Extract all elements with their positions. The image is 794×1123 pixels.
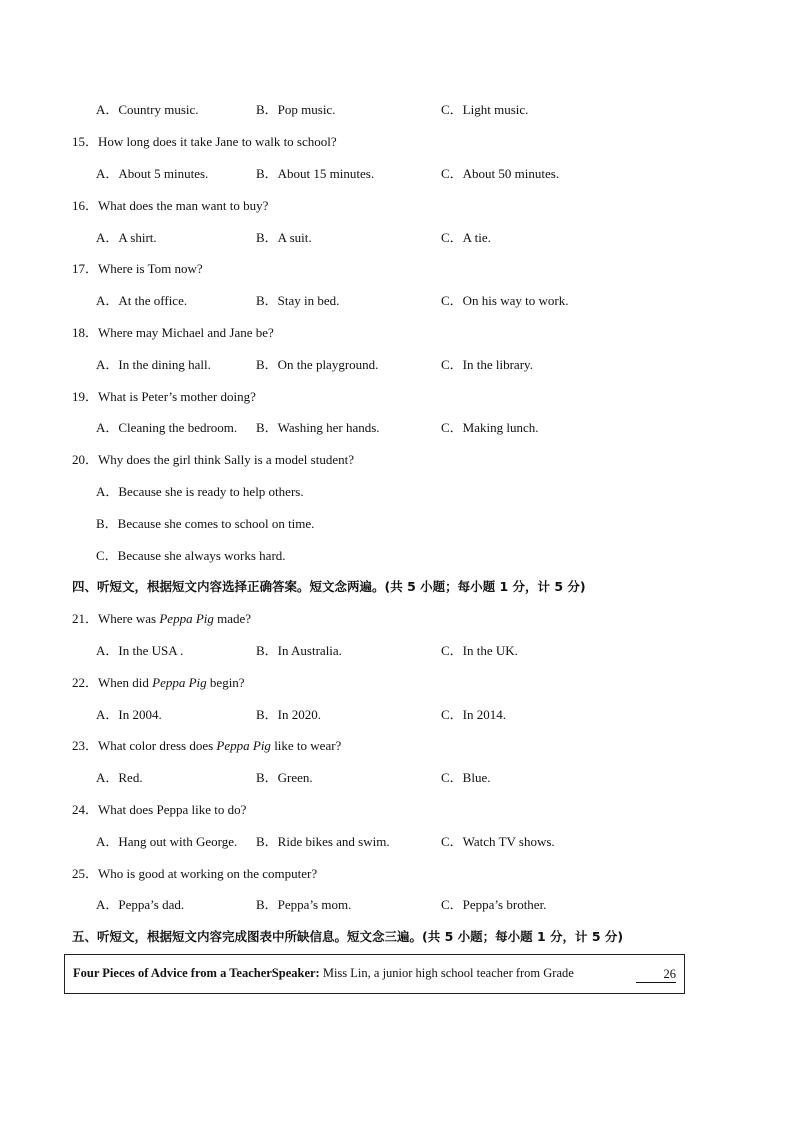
q18-options [96,356,736,374]
q22-question [72,674,245,692]
q15-option-a: A．About 5 minutes. [96,166,209,181]
q20-question: 20．Why does the girl think Sally is a model student? [72,452,354,467]
q22-options [96,706,736,724]
q16-option-b: B．A suit. [256,230,312,245]
q19-options [96,419,736,437]
q20-option-a: A．Because she is ready to help others. [96,484,304,499]
q23-option-a: A．Red. [96,770,143,785]
q22-prefix: 22．When did [72,675,153,690]
q25-options [96,896,736,914]
q20-option-b: B．Because she comes to school on time. [96,516,315,531]
q23-option-c: C．Blue. [441,770,491,785]
info-table-speaker: Miss Lin, a junior high school teacher from Grade [319,966,574,980]
q18-option-a: A．In the dining hall. [96,357,211,372]
q18-option-b: B．On the playground. [256,357,379,372]
answer-blank-26[interactable]: 26 [636,966,676,983]
q15-option-b: B．About 15 minutes. [256,166,375,181]
q22-option-c: C．In 2014. [441,707,507,722]
info-table [64,954,685,994]
q14-option-b: B．Pop music. [256,102,336,117]
q25-option-b: B．Peppa’s mom. [256,897,352,912]
q17-option-a: A．At the office. [96,293,188,308]
q21-prefix: 21．Where was [72,611,160,626]
q20-option-c: C．Because she always works hard. [96,548,286,563]
q23-title: Peppa Pig [216,738,271,753]
q16-option-a: A．A shirt. [96,230,157,245]
info-table-title: Four Pieces of Advice from a TeacherSpeaker: [73,966,320,980]
q24-option-b: B．Ride bikes and swim. [256,834,390,849]
info-table-row [73,966,574,981]
q24-option-a: A．Hang out with George. [96,834,238,849]
q16-question: 16．What does the man want to buy? [72,198,269,213]
q23-option-b: B．Green. [256,770,313,785]
q23-question [72,737,341,755]
q25-option-c: C．Peppa’s brother. [441,897,547,912]
q15-question: 15．How long does it take Jane to walk to school? [72,134,337,149]
q25-question: 25．Who is good at working on the computer? [72,866,318,881]
q17-question: 17．Where is Tom now? [72,261,203,276]
q19-option-a: A．Cleaning the bedroom. [96,420,238,435]
q21-option-b: B．In Australia. [256,643,342,658]
q16-options [96,229,736,247]
q16-option-c: C．A tie. [441,230,491,245]
q22-option-a: A．In 2004. [96,707,162,722]
q21-options [96,642,736,660]
q15-options [96,165,736,183]
q23-options [96,769,736,787]
q18-question: 18．Where may Michael and Jane be? [72,325,274,340]
q15-option-c: C．About 50 minutes. [441,166,560,181]
q21-option-a: A．In the USA . [96,643,184,658]
q22-title: Peppa Pig [152,675,207,690]
q14-option-a: A．Country music. [96,102,199,117]
q24-options [96,833,736,851]
q19-question: 19．What is Peter’s mother doing? [72,389,256,404]
q19-option-c: C．Making lunch. [441,420,539,435]
q25-option-a: A．Peppa’s dad. [96,897,185,912]
q22-option-b: B．In 2020. [256,707,322,722]
q23-prefix: 23．What color dress does [72,738,217,753]
section-5-heading: 五、听短文，根据短文内容完成图表中所缺信息。短文念三遍。(共 5 小题；每小题 1 分，计 5 分) [72,929,624,944]
q24-option-c: C．Watch TV shows. [441,834,555,849]
q22-suffix: begin? [206,675,245,690]
q14-option-c: C．Light music. [441,102,529,117]
q14-options [96,101,736,119]
q24-question: 24．What does Peppa like to do? [72,802,247,817]
q17-option-b: B．Stay in bed. [256,293,340,308]
section-4-heading: 四、听短文，根据短文内容选择正确答案。短文念两遍。(共 5 小题；每小题 1 分，计 5 分) [72,579,586,594]
q19-option-b: B．Washing her hands. [256,420,380,435]
q21-option-c: C．In the UK. [441,643,518,658]
q21-question [72,610,251,628]
q17-options [96,292,736,310]
q17-option-c: C．On his way to work. [441,293,569,308]
q21-title: Peppa Pig [159,611,214,626]
q23-suffix: like to wear? [270,738,342,753]
q18-option-c: C．In the library. [441,357,533,372]
q21-suffix: made? [213,611,252,626]
